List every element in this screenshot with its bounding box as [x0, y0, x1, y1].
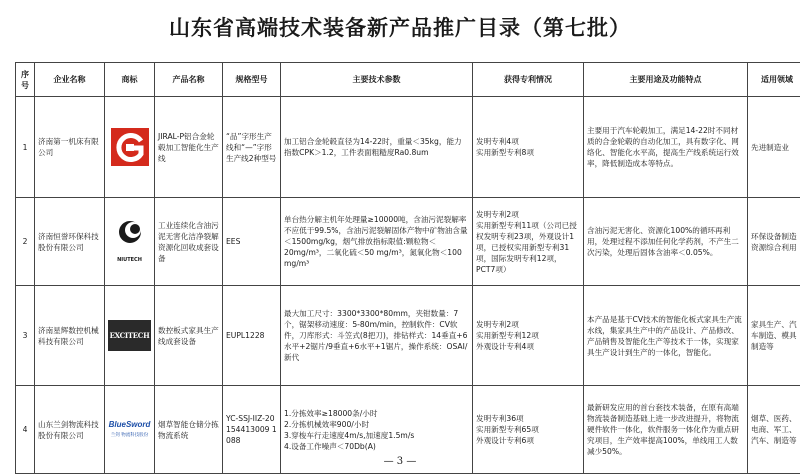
niutech-logo-text: NIUTECH: [117, 256, 142, 263]
field: 先进制造业: [748, 97, 800, 198]
tech-params: 单台热分解主机年处理量≥10000吨，含油污泥裂解率不应低于99.5%，含油污泥裂解固体产物中矿物油含量＜1500mg/kg，烟气排放指标限值:颗粒物＜20mg/m³，二氧化硫＜50 mg/m³，氮氧化物＜100 mg/m³: [281, 198, 473, 286]
spec-model: EES: [223, 198, 281, 286]
tech-params: 1.分拣效率≥18000条/小时 2.分拣机械效率900/小时 3.穿梭车行走速度4m/s,加速度1.5m/s 4.设备工作噪声＜70Db(A): [281, 386, 473, 474]
product-table: [15, 62, 800, 474]
jinan-first-machine-tool-logo: [108, 127, 151, 167]
header-product: 产品名称: [155, 63, 223, 97]
patents: 发明专利2项 实用新型专利11项（公司已授权发明专利23项，外观设计1项，已授权实用新型专利31项，国际发明专利12项，PCT7项）: [473, 198, 584, 286]
spec-model: YC-SSJ-IIZ-20154413009 1088: [223, 386, 281, 474]
table-header-row: [16, 63, 800, 97]
company-name: 济南第一机床有限公司: [35, 97, 105, 198]
features: 本产品是基于CV技术的智能化板式家具生产流水线，集家具生产中的产品设计、产品修改、产品销售及智能化生产等技术于一体，实现家具生产设计到生产的一体化，智能化。: [584, 286, 748, 386]
field: 家具生产、汽车制造、模具制造等: [748, 286, 800, 386]
row-no: 3: [16, 286, 35, 386]
features: 含油污泥无害化、资源化100%的循环再利用，处理过程不添加任何化学药剂，不产生二次污染，处理后固体含油率＜0.05%。: [584, 198, 748, 286]
patents: 发明专利2项 实用新型专利12项 外观设计专利4项: [473, 286, 584, 386]
product-name: 烟草智能仓储分拣物流系统: [155, 386, 223, 474]
table-row: [16, 286, 800, 386]
tech-params: 加工铝合金轮毂直径为14-22时，重量＜35kg，能力指数CPK＞1.2，工件表面粗糙度Ra0.8um: [281, 97, 473, 198]
header-features: 主要用途及功能特点: [584, 63, 748, 97]
logo-cell: [105, 97, 155, 198]
row-no: 1: [16, 97, 35, 198]
logo-cell: [105, 198, 155, 286]
company-name: 济南星辉数控机械科技有限公司: [35, 286, 105, 386]
patents: 发明专利36项 实用新型专利65项 外观设计专利6项: [473, 386, 584, 474]
product-name: JIRAL-P铝合金轮毂加工智能化生产线: [155, 97, 223, 198]
table-row: [16, 97, 800, 198]
product-name: 工业连续化含油污泥无害化洁净裂解资源化回收成套设备: [155, 198, 223, 286]
excitech-logo: [108, 320, 151, 351]
page-number: — 3 —: [383, 456, 417, 467]
bluesword-logo: [108, 419, 151, 441]
company-name: 山东兰剑物流科技股份有限公司: [35, 386, 105, 474]
logo-cell: [105, 286, 155, 386]
header-spec: 规格型号: [223, 63, 281, 97]
tech-params: 最大加工尺寸：3300*3300*80mm，夹钳数量：7个，锯架移动速度：5-80m/min，控制软件：CV软件，刀库形式：斗笠式(8把刀)，排钻样式：14垂直+6水平+2锯片/9垂直+6水平+1锯片，操作系统：OSAI/新代: [281, 286, 473, 386]
spec-model: “品”字形生产线和“—”字形生产线2种型号: [223, 97, 281, 198]
bluesword-logo-subtext: 兰剑 物流科技股份: [110, 432, 149, 438]
header-params: 主要技术参数: [281, 63, 473, 97]
field: 环保设备制造资源综合利用: [748, 198, 800, 286]
product-name: 数控板式家具生产线成套设备: [155, 286, 223, 386]
header-logo: 商标: [105, 63, 155, 97]
niutech-logo: [108, 218, 151, 266]
row-no: 4: [16, 386, 35, 474]
patents: 发明专利4项 实用新型专利8项: [473, 97, 584, 198]
excitech-logo-text: EXCITECH: [109, 331, 150, 340]
field: 烟草、医药、电商、军工、汽车、制造等: [748, 386, 800, 474]
features: 主要用于汽车轮毂加工，满足14-22时不同材质的合金轮毂的自动化加工，具有数字化、网络化、智能化水平高，提高生产线系统运行效率，降低制造成本等特点。: [584, 97, 748, 198]
header-no: 序号: [16, 63, 35, 97]
row-no: 2: [16, 198, 35, 286]
header-company: 企业名称: [35, 63, 105, 97]
header-patents: 获得专利情况: [473, 63, 584, 97]
bluesword-logo-text: BlueSword: [108, 419, 151, 429]
page-title: 山东省高端技术装备新产品推广目录（第七批）: [169, 15, 631, 40]
company-name: 济南恒誉环保科技股份有限公司: [35, 198, 105, 286]
spec-model: EUPL1228: [223, 286, 281, 386]
table-row: [16, 198, 800, 286]
header-field: 适用领域: [748, 63, 800, 97]
features: 最新研发应用的首台套技术装备，在原有高端物流装备制造基础上进一步改进提升，将物流硬件软件一体化，软件服务一体化作为重点研究项目，生产效率提高100%，单线用工人数减少50%。: [584, 386, 748, 474]
